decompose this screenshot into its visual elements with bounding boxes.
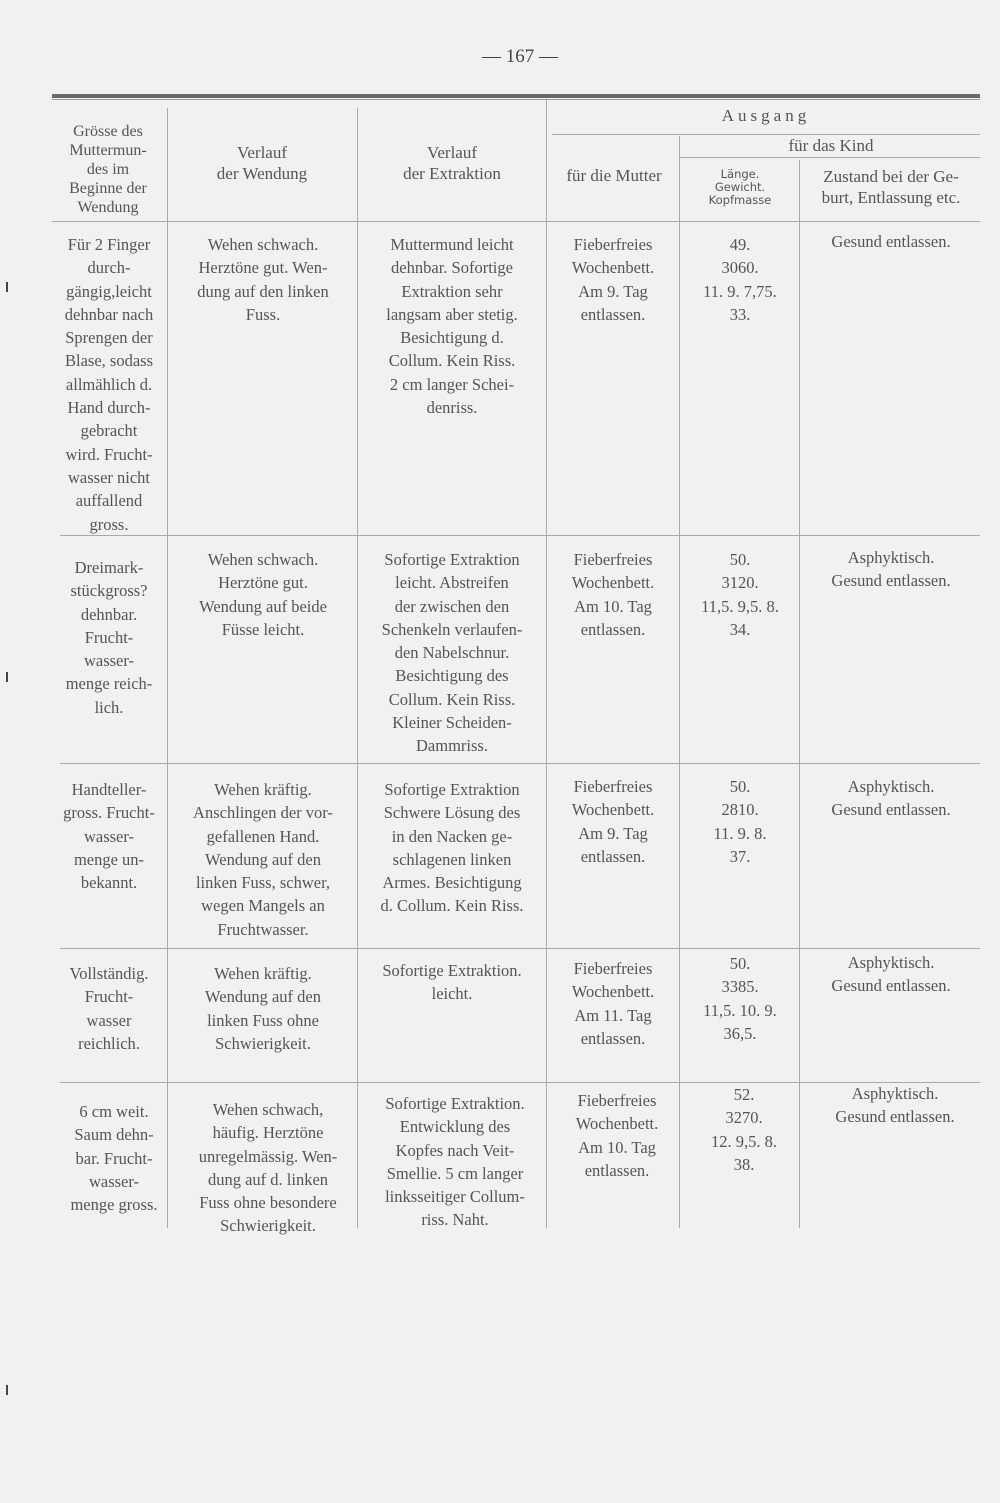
row-4-mother: Fieberfreies Wochenbett. Am 11. Tag entlassen. <box>571 959 655 1048</box>
row-3-measures: 50. 2810. 11. 9. 8. 37. <box>713 777 767 866</box>
row-3-condition: Asphyktisch. Gesund entlassen. <box>831 777 951 820</box>
row-1-condition: Gesund entlassen. <box>831 232 951 251</box>
row-5-condition: Asphyktisch. Gesund entlassen. <box>835 1084 955 1127</box>
column-rule-4 <box>679 136 680 1228</box>
row-2-turning: Wehen schwach. Herztöne gut. Wendung auf beide Füsse leicht. <box>199 550 327 639</box>
row-1-mother: Fieberfreies Wochenbett. Am 9. Tag entlassen. <box>571 235 655 324</box>
top-double-rule-thin <box>52 99 980 100</box>
row-3-mother: Fieberfreies Wochenbett. Am 9. Tag entlassen. <box>571 777 655 866</box>
row-2-measures: 50. 3120. 11,5. 9,5. 8. 34. <box>701 550 779 639</box>
row-4-measures: 50. 3385. 11,5. 10. 9. 36,5. <box>703 954 777 1043</box>
header-outcome: Ausgang <box>721 106 811 125</box>
row-5-opening: 6 cm weit. Saum dehn- bar. Frucht- wasser- menge gross. <box>70 1102 158 1215</box>
column-rule-1 <box>167 108 168 1228</box>
row-4-turning: Wehen kräftig. Wendung auf den linken Fuss ohne Schwierigkeit. <box>205 964 321 1053</box>
row-3-turning: Wehen kräftig. Anschlingen der vor- gefallenen Hand. Wendung auf den linken Fuss, schwer, wegen Mangels an Fruchtwasser. <box>193 780 333 939</box>
header-opening-size: Grösse des Muttermun- des im Beginne der Wendung <box>69 123 147 216</box>
header-for-mother: für die Mutter <box>566 166 662 185</box>
row-1-opening: Für 2 Finger durch- gängig,leicht dehnbar nach Sprengen der Blase, sodass allmählich d. Hand durch- gebracht wird. Frucht- wasser nicht auffallend gross. <box>64 235 154 534</box>
row-5-extraction: Sofortige Extraktion. Entwicklung des Kopfes nach Veit- Smellie. 5 cm langer linksseitiger Collum- riss. Naht. <box>385 1094 525 1230</box>
row-3-extraction: Sofortige Extraktion Schwere Lösung des in den Nacken ge- schlagenen linken Armes. Besichtigung d. Collum. Kein Riss. <box>380 780 524 916</box>
row-1-measures: 49. 3060. 11. 9. 7,75. 33. <box>703 235 777 324</box>
header-condition: Zustand bei der Ge- burt, Entlassung etc. <box>821 167 961 207</box>
row-3-opening: Handteller- gross. Frucht- wasser- menge un- bekannt. <box>63 780 155 893</box>
row-4-condition: Asphyktisch. Gesund entlassen. <box>831 953 951 996</box>
row-2-opening: Dreimark- stückgross? dehnbar. Frucht- wasser- menge reich- lich. <box>65 558 153 717</box>
column-rule-3 <box>546 100 547 1228</box>
header-for-child: für das Kind <box>788 136 874 155</box>
column-rule-5 <box>799 160 800 1228</box>
top-double-rule <box>52 94 980 98</box>
row-4-extraction: Sofortige Extraktion. leicht. <box>382 961 522 1004</box>
header-rule-child <box>680 157 980 158</box>
row-separator-3 <box>60 948 980 949</box>
row-1-turning: Wehen schwach. Herztöne gut. Wen- dung auf den linken Fuss. <box>197 235 329 324</box>
header-turning-course: Verlauf der Wendung <box>216 143 308 183</box>
row-1-extraction: Muttermund leicht dehnbar. Sofortige Extraktion sehr langsam aber stetig. Besichtigung d. Collum. Kein Riss. 2 cm langer Schei- denriss. <box>386 235 518 418</box>
row-4-opening: Vollständig. Frucht- wasser reichlich. <box>69 964 149 1053</box>
page-number: — 167 — <box>482 46 558 67</box>
margin-mark <box>6 282 8 292</box>
row-5-mother: Fieberfreies Wochenbett. Am 10. Tag entlassen. <box>575 1091 659 1180</box>
row-5-measures: 52. 3270. 12. 9,5. 8. 38. <box>711 1085 777 1174</box>
header-bottom-rule <box>52 221 980 222</box>
header-length-weight-head: Länge. Gewicht. Kopfmasse <box>708 167 772 207</box>
row-2-mother: Fieberfreies Wochenbett. Am 10. Tag entlassen. <box>571 550 655 639</box>
column-rule-2 <box>357 108 358 1228</box>
margin-mark <box>6 672 8 682</box>
row-separator-2 <box>60 763 980 764</box>
row-5-turning: Wehen schwach, häufig. Herztöne unregelmässig. Wen- dung auf d. linken Fuss ohne besondere Schwierigkeit. <box>198 1100 338 1236</box>
row-separator-1 <box>60 535 980 536</box>
row-2-condition: Asphyktisch. Gesund entlassen. <box>831 548 951 591</box>
row-2-extraction: Sofortige Extraktion leicht. Abstreifen der zwischen den Schenkeln verlaufen- den Nabelschnur. Besichtigung des Collum. Kein Riss. Kleiner Scheiden- Dammriss. <box>381 550 523 756</box>
header-extraction-course: Verlauf der Extraktion <box>403 143 501 183</box>
margin-mark <box>6 1385 8 1395</box>
